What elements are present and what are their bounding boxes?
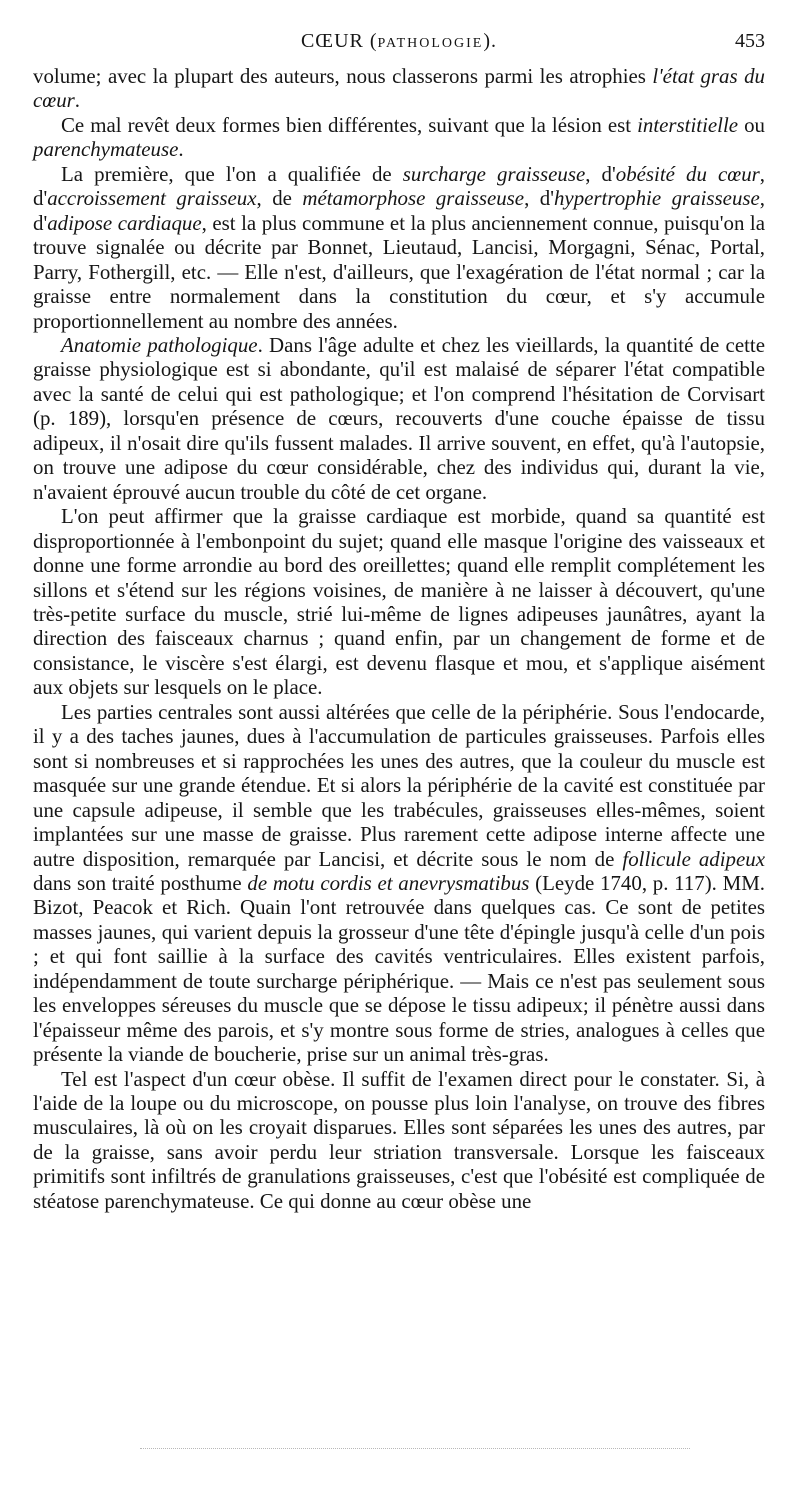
- running-title-smallcaps: PATHOLOGIE: [377, 36, 484, 51]
- emphasis: de motu cordis et anevrysmatibus: [247, 870, 530, 895]
- emphasis: l'état gras du cœur: [33, 64, 765, 113]
- emphasis: parenchymateuse: [33, 137, 179, 162]
- emphasis: follicule adipeux: [622, 846, 765, 871]
- paragraph-1: volume; avec la plupart des auteurs, nous classerons parmi les atrophies l'état gras du cœur.: [33, 64, 765, 113]
- emphasis: obésité du cœur: [615, 161, 760, 186]
- emphasis: surcharge graisseuse: [402, 161, 586, 186]
- paragraph-2: Ce mal revêt deux formes bien différentes, suivant que la lésion est interstitielle ou parenchymateuse.: [33, 112, 765, 162]
- paragraph-3: La première, que l'on a qualifiée de surcharge graisseuse, d'obésité du cœur, d'accroissement graisseux, de métamorphose graisseuse, d'hypertrophie graisseuse, d'adipose cardiaque, est la plus commune et la plus anciennement connue, puisqu'on la trouve signalée ou décrite par Bonnet, Lieutaud, Lancisi, Morgagni, Sénac, Portal, Parry, Fothergill, etc. — Elle n'est, d'ailleurs, que l'exagération de l'état normal ; car la graisse entre normalement dans la constitution du cœur, et s'y accumule proportionnellement au nombre des années.: [33, 161, 766, 333]
- emphasis: métamorphose graisseuse: [302, 186, 525, 211]
- emphasis: adipose cardiaque: [47, 210, 202, 235]
- paragraph-6: Les parties centrales sont aussi altérées que celle de la périphérie. Sous l'endocarde, il y a des taches jaunes, dues à l'accumulation de particules graisseuses. Parfois elles sont si nombreuses et si rapprochées les unes des autres, que la couleur du muscle est masquée sur une grande étendue. Et si alors la périphérie de la cavité est constituée par une capsule adipeuse, il semble que les trabécules, graisseuses elles-mêmes, soient implantées sur une masse de graisse. Plus rarement cette adipose interne affecte une autre disposition, remarquée par Lancisi, et décrite sous le nom de follicule adipeux dans son traité posthume de motu cordis et anevrysmatibus (Leyde 1740, p. 117). MM. Bizot, Peacok et Rich. Quain l'ont retrouvée dans quelques cas. Ce sont de petites masses jaunes, qui varient depuis la grosseur d'une tête d'épingle jusqu'à celle d'un pois ; et qui font saillie à la surface des cavités ventriculaires. Elles existent parfois, indépendamment de toute surcharge périphérique. — Mais ce n'est pas seulement sous les enveloppes séreuses du muscle que se dépose le tissu adipeux; il pénètre aussi dans l'épaisseur même des parois, et s'y montre sous forme de stries, analogues à celles que présente la viande de boucherie, prise sur un animal très-gras.: [33, 699, 766, 1067]
- running-title: CŒUR (PATHOLOGIE).: [300, 30, 498, 52]
- running-head: [33, 30, 765, 54]
- emphasis: hypertrophie graisseuse: [553, 186, 760, 211]
- page-number: 453: [735, 30, 765, 52]
- emphasis: interstitielle: [637, 112, 739, 137]
- paragraph-5: L'on peut affirmer que la graisse cardiaque est morbide, quand sa quantité est disproportionnée à l'embonpoint du sujet; quand elle masque l'origine des vaisseaux et donne une forme arrondie au bord des oreillettes; quand elle remplit complétement les sillons et s'étend sur les régions voisines, de manière à ne laisser à découvert, qu'une très-petite surface du muscle, strié lui-même de lignes adipeuses jaunâtres, ayant la direction des faisceaux charnus ; quand enfin, par un changement de forme et de consistance, le viscère s'est élargi, est devenu flasque et mou, et s'applique aisément aux objets sur lesquels on le place.: [33, 504, 765, 700]
- paragraph-7: Tel est l'aspect d'un cœur obèse. Il suffit de l'examen direct pour le constater. Si, à l'aide de la loupe ou du microscope, on pousse plus loin l'analyse, on trouve des fibres musculaires, là où on les croyait disparues. Elles sont séparées les unes des autres, par de la graisse, sans avoir perdu leur striation transversale. Lorsque les faisceaux primitifs sont infiltrés de granulations graisseuses, c'est que l'obésité est compliquée de stéatose parenchymateuse. Ce qui donne au cœur obèse une: [33, 1066, 765, 1213]
- section-heading: Anatomie pathologique: [61, 332, 258, 357]
- footer-rule: [140, 1448, 690, 1449]
- emphasis: accroissement graisseux: [47, 186, 257, 211]
- body-text: [33, 64, 765, 1213]
- paragraph-4: Anatomie pathologique. Dans l'âge adulte et chez les vieillards, la quantité de cette graisse physiologique est si abondante, qu'il est malaisé de séparer l'état compatible avec la santé de celui qui est pathologique; et l'on comprend l'hésitation de Corvisart (p. 189), lorsqu'en présence de cœurs, recouverts d'une couche épaisse de tissu adipeux, il n'osait dire qu'ils fussent malades. Il arrive souvent, en effet, qu'à l'autopsie, on trouve une adipose du cœur considérable, chez des individus qui, durant la vie, n'avaient éprouvé aucun trouble du côté de cet organe.: [33, 332, 765, 504]
